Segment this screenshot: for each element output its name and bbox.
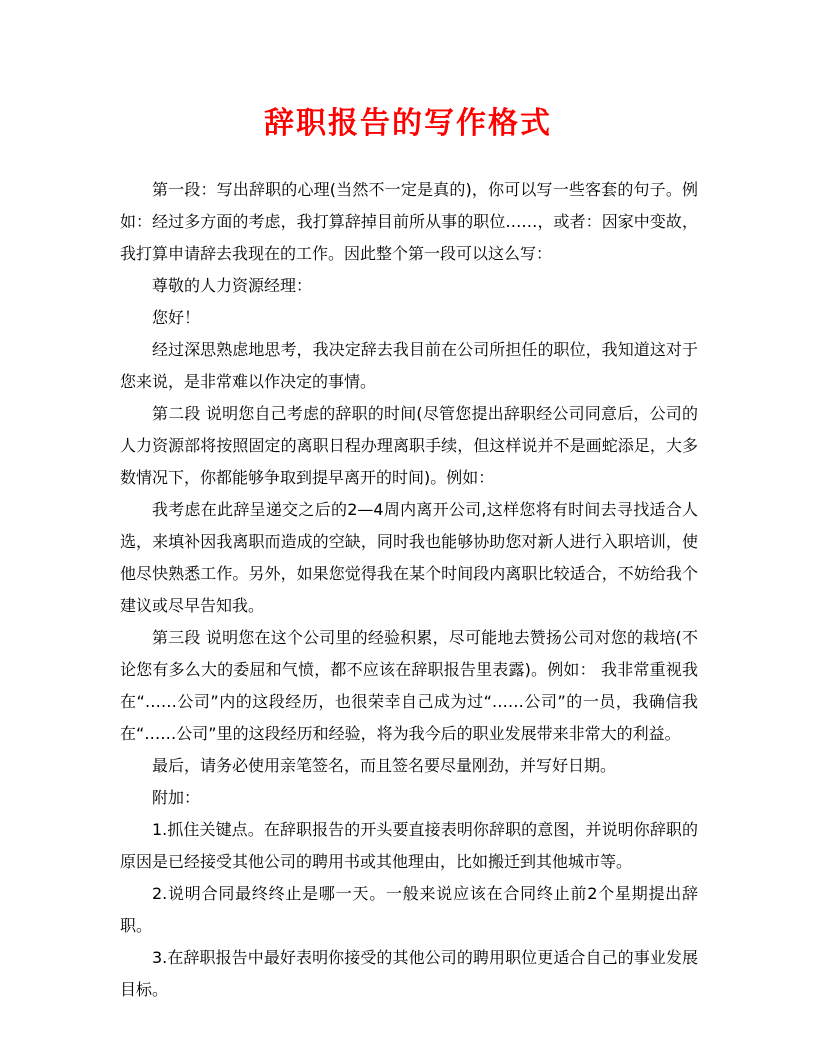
paragraph-8: 最后，请务必使用亲笔签名，而且签名要尽量刚劲，并写好日期。 — [152, 756, 617, 775]
paragraph-7: 第三段 说明您在这个公司里的经验积累，尽可能地去赞扬公司对您的栽培(不论您有多么大的委屈和气愤，都不应该在辞职报告里表露)。例如： 我非常重视我在“……公司”内的这段经历，也很荣幸自己成为过“……公司”的一员，我确信我在“……公司”里的这段经历和经验，将为我今后的职业发展带来非常大的利益。 — [120, 628, 698, 743]
paragraph-4: 经过深思熟虑地思考，我决定辞去我目前在公司所担任的职位，我知道这对于您来说，是非常难以作决定的事情。 — [120, 340, 698, 391]
paragraph-salutation: 尊敬的人力资源经理： — [152, 276, 313, 295]
paragraph-1: 第一段：写出辞职的心理(当然不一定是真的)，你可以写一些客套的句子。例如：经过多方面的考虑，我打算辞掉目前所从事的职位……，或者：因家中变故，我打算申请辞去我现在的工作。因此整个第一段可以这么写： — [120, 180, 698, 263]
document-body — [120, 174, 698, 1006]
paragraph-5: 第二段 说明您自己考虑的辞职的时间(尽管您提出辞职经公司同意后，公司的人力资源部将按照固定的离职日程办理离职手续，但这样说并不是画蛇添足，大多数情况下，你都能够争取到提早离开的时间)。例如： — [120, 404, 698, 487]
paragraph-greeting: 您好！ — [152, 308, 201, 327]
appendix-item-3: 3.在辞职报告中最好表明你接受的其他公司的聘用职位更适合自己的事业发展目标。 — [120, 948, 698, 999]
paragraph-6: 我考虑在此辞呈递交之后的2—4周内离开公司,这样您将有时间去寻找适合人选，来填补因我离职而造成的空缺，同时我也能够协助您对新人进行入职培训，使他尽快熟悉工作。另外，如果您觉得我在某个时间段内离职比较适合，不妨给我个建议或尽早告知我。 — [120, 500, 698, 615]
appendix-item-2: 2.说明合同最终终止是哪一天。一般来说应该在合同终止前2个星期提出辞职。 — [120, 884, 698, 935]
appendix-item-1: 1.抓住关键点。在辞职报告的开头要直接表明你辞职的意图，并说明你辞职的原因是已经接受其他公司的聘用书或其他理由，比如搬迁到其他城市等。 — [120, 820, 698, 871]
document-title: 辞职报告的写作格式 — [264, 106, 552, 141]
paragraph-appendix-heading: 附加： — [152, 788, 201, 807]
